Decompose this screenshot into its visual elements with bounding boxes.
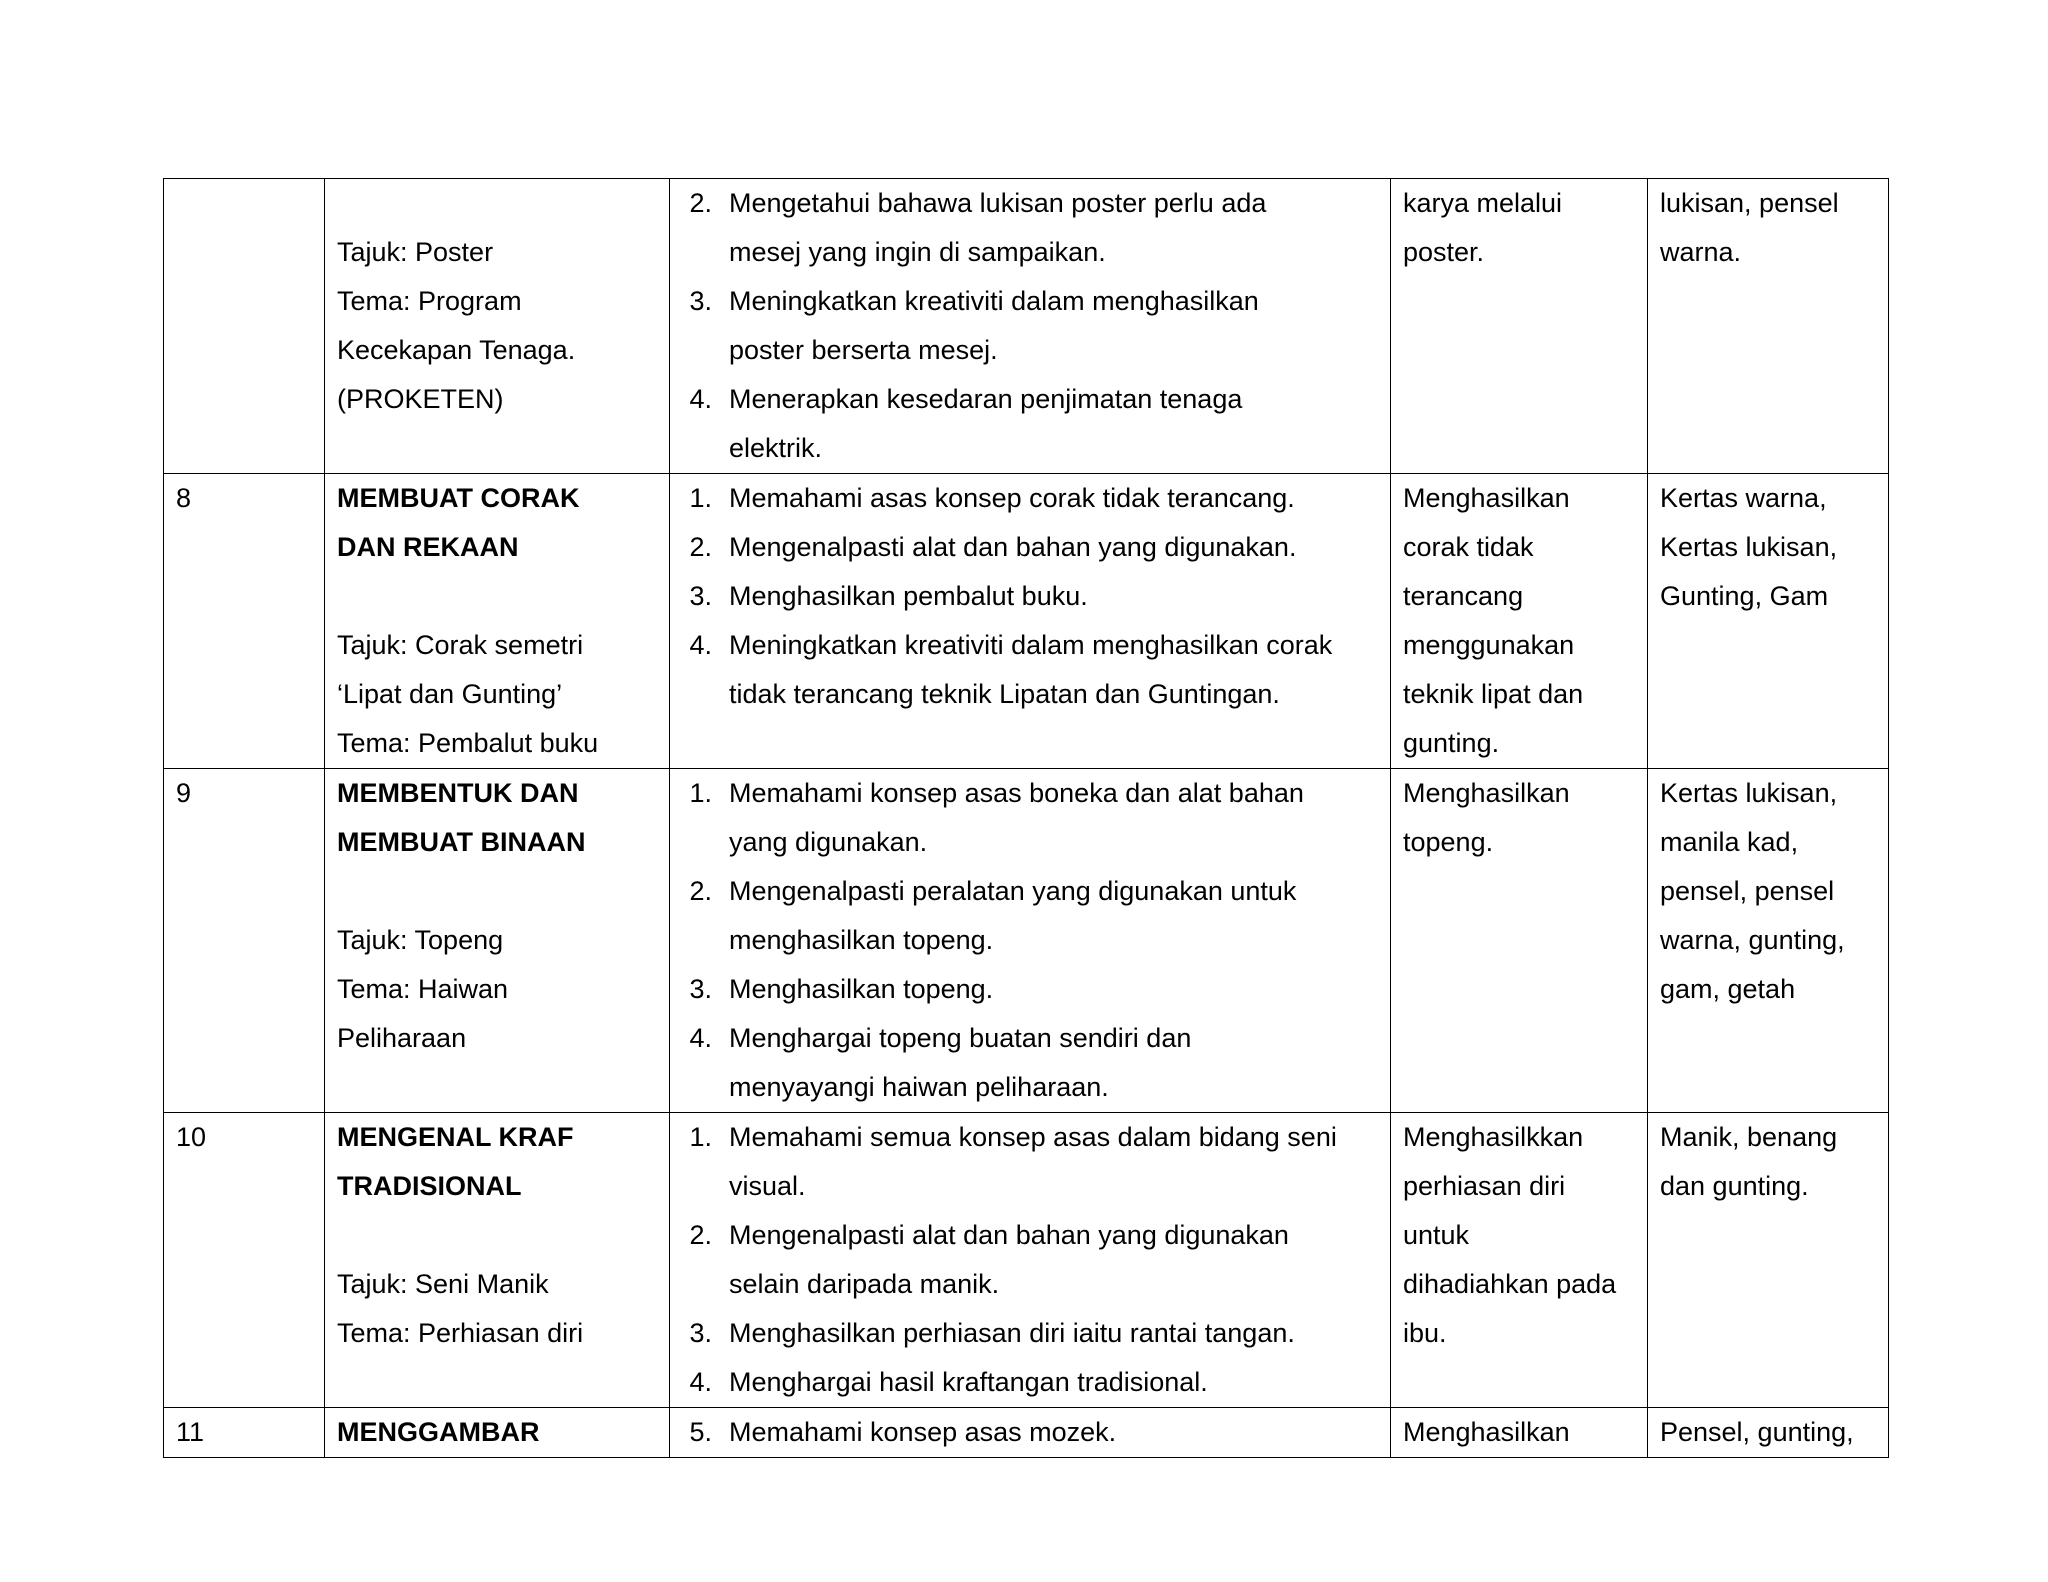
objectives-list	[682, 769, 1378, 1112]
objective-item: 2. Mengetahui bahawa lukisan poster perlu ada mesej yang ingin di sampaikan.	[689, 188, 1267, 267]
topic-line: Tajuk: Poster	[337, 237, 494, 267]
week-number-cell: 8	[164, 474, 325, 769]
objective-item: 3. Menghasilkan pembalut buku.	[689, 581, 1088, 611]
unit-title: MEMBUAT BINAAN	[337, 827, 586, 857]
topic-line: (PROKETEN)	[337, 384, 504, 414]
topic-line: Tema: Haiwan	[337, 974, 509, 1004]
unit-title: MEMBUAT CORAK	[337, 483, 580, 513]
table-row	[164, 474, 1889, 769]
objective-item: 2. Mengenalpasti alat dan bahan yang digunakan.	[689, 532, 1297, 562]
unit-title: TRADISIONAL	[337, 1171, 522, 1201]
objectives-list	[682, 474, 1378, 719]
outcome-cell: Menghasilkkan perhiasan diri untuk dihadiahkan pada ibu.	[1391, 1113, 1648, 1408]
objective-item: 1. Memahami semua konsep asas dalam bidang seni visual.	[689, 1122, 1337, 1201]
table-row	[164, 179, 1889, 474]
week-number-cell	[164, 179, 325, 474]
topic-line: Peliharaan	[337, 1023, 467, 1053]
objectives-cell	[670, 179, 1391, 474]
topic-cell	[325, 1408, 670, 1458]
unit-title: MENGGAMBAR	[337, 1417, 540, 1447]
topic-cell	[325, 179, 670, 474]
objectives-list	[682, 179, 1378, 473]
materials-cell: lukisan, pensel warna.	[1648, 179, 1889, 474]
topic-line: Tema: Program	[337, 286, 522, 316]
table-row	[164, 1113, 1889, 1408]
topic-line: Tajuk: Corak semetri	[337, 630, 584, 660]
outcome-cell: Menghasilkan topeng.	[1391, 769, 1648, 1113]
objective-item: 2. Mengenalpasti peralatan yang digunakan untuk menghasilkan topeng.	[689, 876, 1297, 955]
objective-item: 5. Memahami konsep asas mozek.	[689, 1417, 1117, 1447]
objectives-cell	[670, 1408, 1391, 1458]
table-row	[164, 769, 1889, 1113]
objectives-cell	[670, 769, 1391, 1113]
materials-cell: Kertas warna, Kertas lukisan, Gunting, Gam	[1648, 474, 1889, 769]
topic-cell	[325, 474, 670, 769]
topic-line: Tema: Perhiasan diri	[337, 1318, 584, 1348]
materials-cell: Pensel, gunting,	[1648, 1408, 1889, 1458]
objective-item: 1. Memahami asas konsep corak tidak terancang.	[689, 483, 1295, 513]
lesson-plan-table	[163, 178, 1889, 1458]
unit-title: DAN REKAAN	[337, 532, 519, 562]
objectives-cell	[670, 1113, 1391, 1408]
outcome-cell: Menghasilkan	[1391, 1408, 1648, 1458]
objective-item: 4. Menerapkan kesedaran penjimatan tenaga elektrik.	[689, 384, 1243, 463]
topic-line: Tema: Pembalut buku	[337, 728, 599, 758]
materials-cell: Kertas lukisan, manila kad, pensel, pensel warna, gunting, gam, getah	[1648, 769, 1889, 1113]
topic-line: ‘Lipat dan Gunting’	[337, 679, 563, 709]
week-number-cell: 10	[164, 1113, 325, 1408]
objective-item: 1. Memahami konsep asas boneka dan alat bahan yang digunakan.	[689, 778, 1304, 857]
week-number-cell: 11	[164, 1408, 325, 1458]
objectives-list	[682, 1113, 1378, 1407]
objective-item: 4. Menghargai hasil kraftangan tradisional.	[689, 1367, 1208, 1397]
objective-item: 4. Meningkatkan kreativiti dalam menghasilkan corak tidak terancang teknik Lipatan dan Guntingan.	[689, 630, 1333, 709]
objectives-list	[682, 1408, 1378, 1457]
topic-cell	[325, 769, 670, 1113]
objective-item: 3. Menghasilkan perhiasan diri iaitu rantai tangan.	[689, 1318, 1295, 1348]
objective-item: 2. Mengenalpasti alat dan bahan yang digunakan selain daripada manik.	[689, 1220, 1289, 1299]
table-row	[164, 1408, 1889, 1458]
objective-item: 3. Meningkatkan kreativiti dalam menghasilkan poster berserta mesej.	[689, 286, 1259, 365]
materials-cell: Manik, benang dan gunting.	[1648, 1113, 1889, 1408]
topic-line: Tajuk: Seni Manik	[337, 1269, 549, 1299]
outcome-cell: karya melalui poster.	[1391, 179, 1648, 474]
topic-cell	[325, 1113, 670, 1408]
unit-title: MENGENAL KRAF	[337, 1122, 574, 1152]
topic-line: Tajuk: Topeng	[337, 925, 504, 955]
objective-item: 3. Menghasilkan topeng.	[689, 974, 994, 1004]
topic-line: Kecekapan Tenaga.	[337, 335, 576, 365]
objectives-cell	[670, 474, 1391, 769]
outcome-cell: Menghasilkan corak tidak terancang menggunakan teknik lipat dan gunting.	[1391, 474, 1648, 769]
week-number-cell: 9	[164, 769, 325, 1113]
unit-title: MEMBENTUK DAN	[337, 778, 579, 808]
objective-item: 4. Menghargai topeng buatan sendiri dan menyayangi haiwan peliharaan.	[689, 1023, 1192, 1102]
